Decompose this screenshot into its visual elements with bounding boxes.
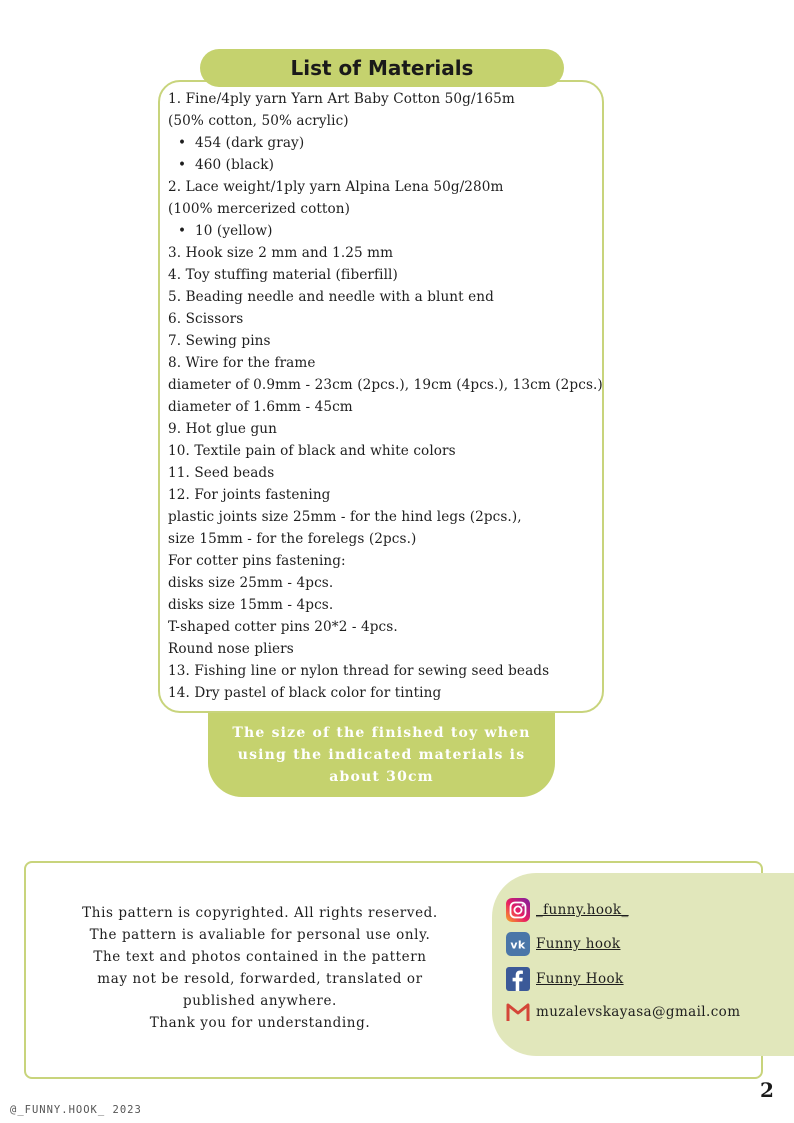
copyright-line: Thank you for understanding. [149,1015,371,1031]
instagram-icon [505,897,531,923]
material-subitem: • 454 (dark gray) [168,132,603,154]
social-instagram[interactable] [505,897,629,923]
size-note-line: using the indicated materials is [237,747,526,763]
material-item: Round nose pliers [168,641,294,657]
material-item: disks size 25mm - 4pcs. [168,575,334,591]
material-item: 13. Fishing line or nylon thread for sewing seed beads [168,663,550,679]
instagram-link[interactable]: _funny.hook_ [536,902,629,918]
copyright-line: This pattern is copyrighted. All rights reserved. [82,905,438,921]
material-item: 9. Hot glue gun [168,421,277,437]
material-item: 10. Textile pain of black and white colors [168,443,456,459]
size-note-line: The size of the finished toy when [232,725,531,741]
materials-title: List of Materials [200,49,564,87]
page-number: 2 [760,1078,774,1102]
facebook-link[interactable]: Funny Hook [536,971,624,987]
material-item: 7. Sewing pins [168,333,271,349]
material-item: For cotter pins fastening: [168,553,346,569]
material-item: 11. Seed beads [168,465,275,481]
copyright-line: The text and photos contained in the pattern [93,949,427,965]
social-email[interactable] [505,999,740,1025]
social-vk[interactable] [505,931,621,957]
materials-list [168,88,603,704]
material-item: 3. Hook size 2 mm and 1.25 mm [168,245,394,261]
copyright-line: published anywhere. [183,993,337,1009]
vk-link[interactable]: Funny hook [536,936,621,952]
material-item: 8. Wire for the frame [168,355,316,371]
copyright-line: The pattern is avaliable for personal use only. [89,927,431,943]
material-item: 6. Scissors [168,311,244,327]
material-item: 2. Lace weight/1ply yarn Alpina Lena 50g/280m [168,179,504,195]
material-subitem: • 460 (black) [168,154,603,176]
material-item: plastic joints size 25mm - for the hind legs (2pcs.), [168,509,522,525]
material-item: size 15mm - for the forelegs (2pcs.) [168,531,417,547]
copyright-notice [30,902,490,1034]
material-subitem: • 10 (yellow) [168,220,603,242]
material-item: 5. Beading needle and needle with a blunt end [168,289,494,305]
gmail-icon [505,999,531,1025]
material-item: diameter of 0.9mm - 23cm (2pcs.), 19cm (4pcs.), 13cm (2pcs.) [168,377,603,393]
material-item: 1. Fine/4ply yarn Yarn Art Baby Cotton 50g/165m [168,91,515,107]
credit-text: @_FUNNY.HOOK_ 2023 [10,1104,142,1116]
size-note-line: about 30cm [329,769,434,785]
material-item: 12. For joints fastening [168,487,331,503]
svg-text:vk: vk [510,938,526,952]
material-item: (100% mercerized cotton) [168,201,351,217]
material-item: (50% cotton, 50% acrylic) [168,113,349,129]
material-item: disks size 15mm - 4pcs. [168,597,334,613]
material-item: T-shaped cotter pins 20*2 - 4pcs. [168,619,398,635]
material-item: 4. Toy stuffing material (fiberfill) [168,267,398,283]
material-item: diameter of 1.6mm - 45cm [168,399,353,415]
material-item: 14. Dry pastel of black color for tinting [168,685,442,701]
size-note [208,722,555,788]
facebook-icon [505,966,531,992]
vk-icon [505,931,531,957]
email-address[interactable]: muzalevskayasa@gmail.com [536,1004,741,1020]
copyright-line: may not be resold, forwarded, translated or [97,971,423,987]
social-facebook[interactable] [505,966,624,992]
